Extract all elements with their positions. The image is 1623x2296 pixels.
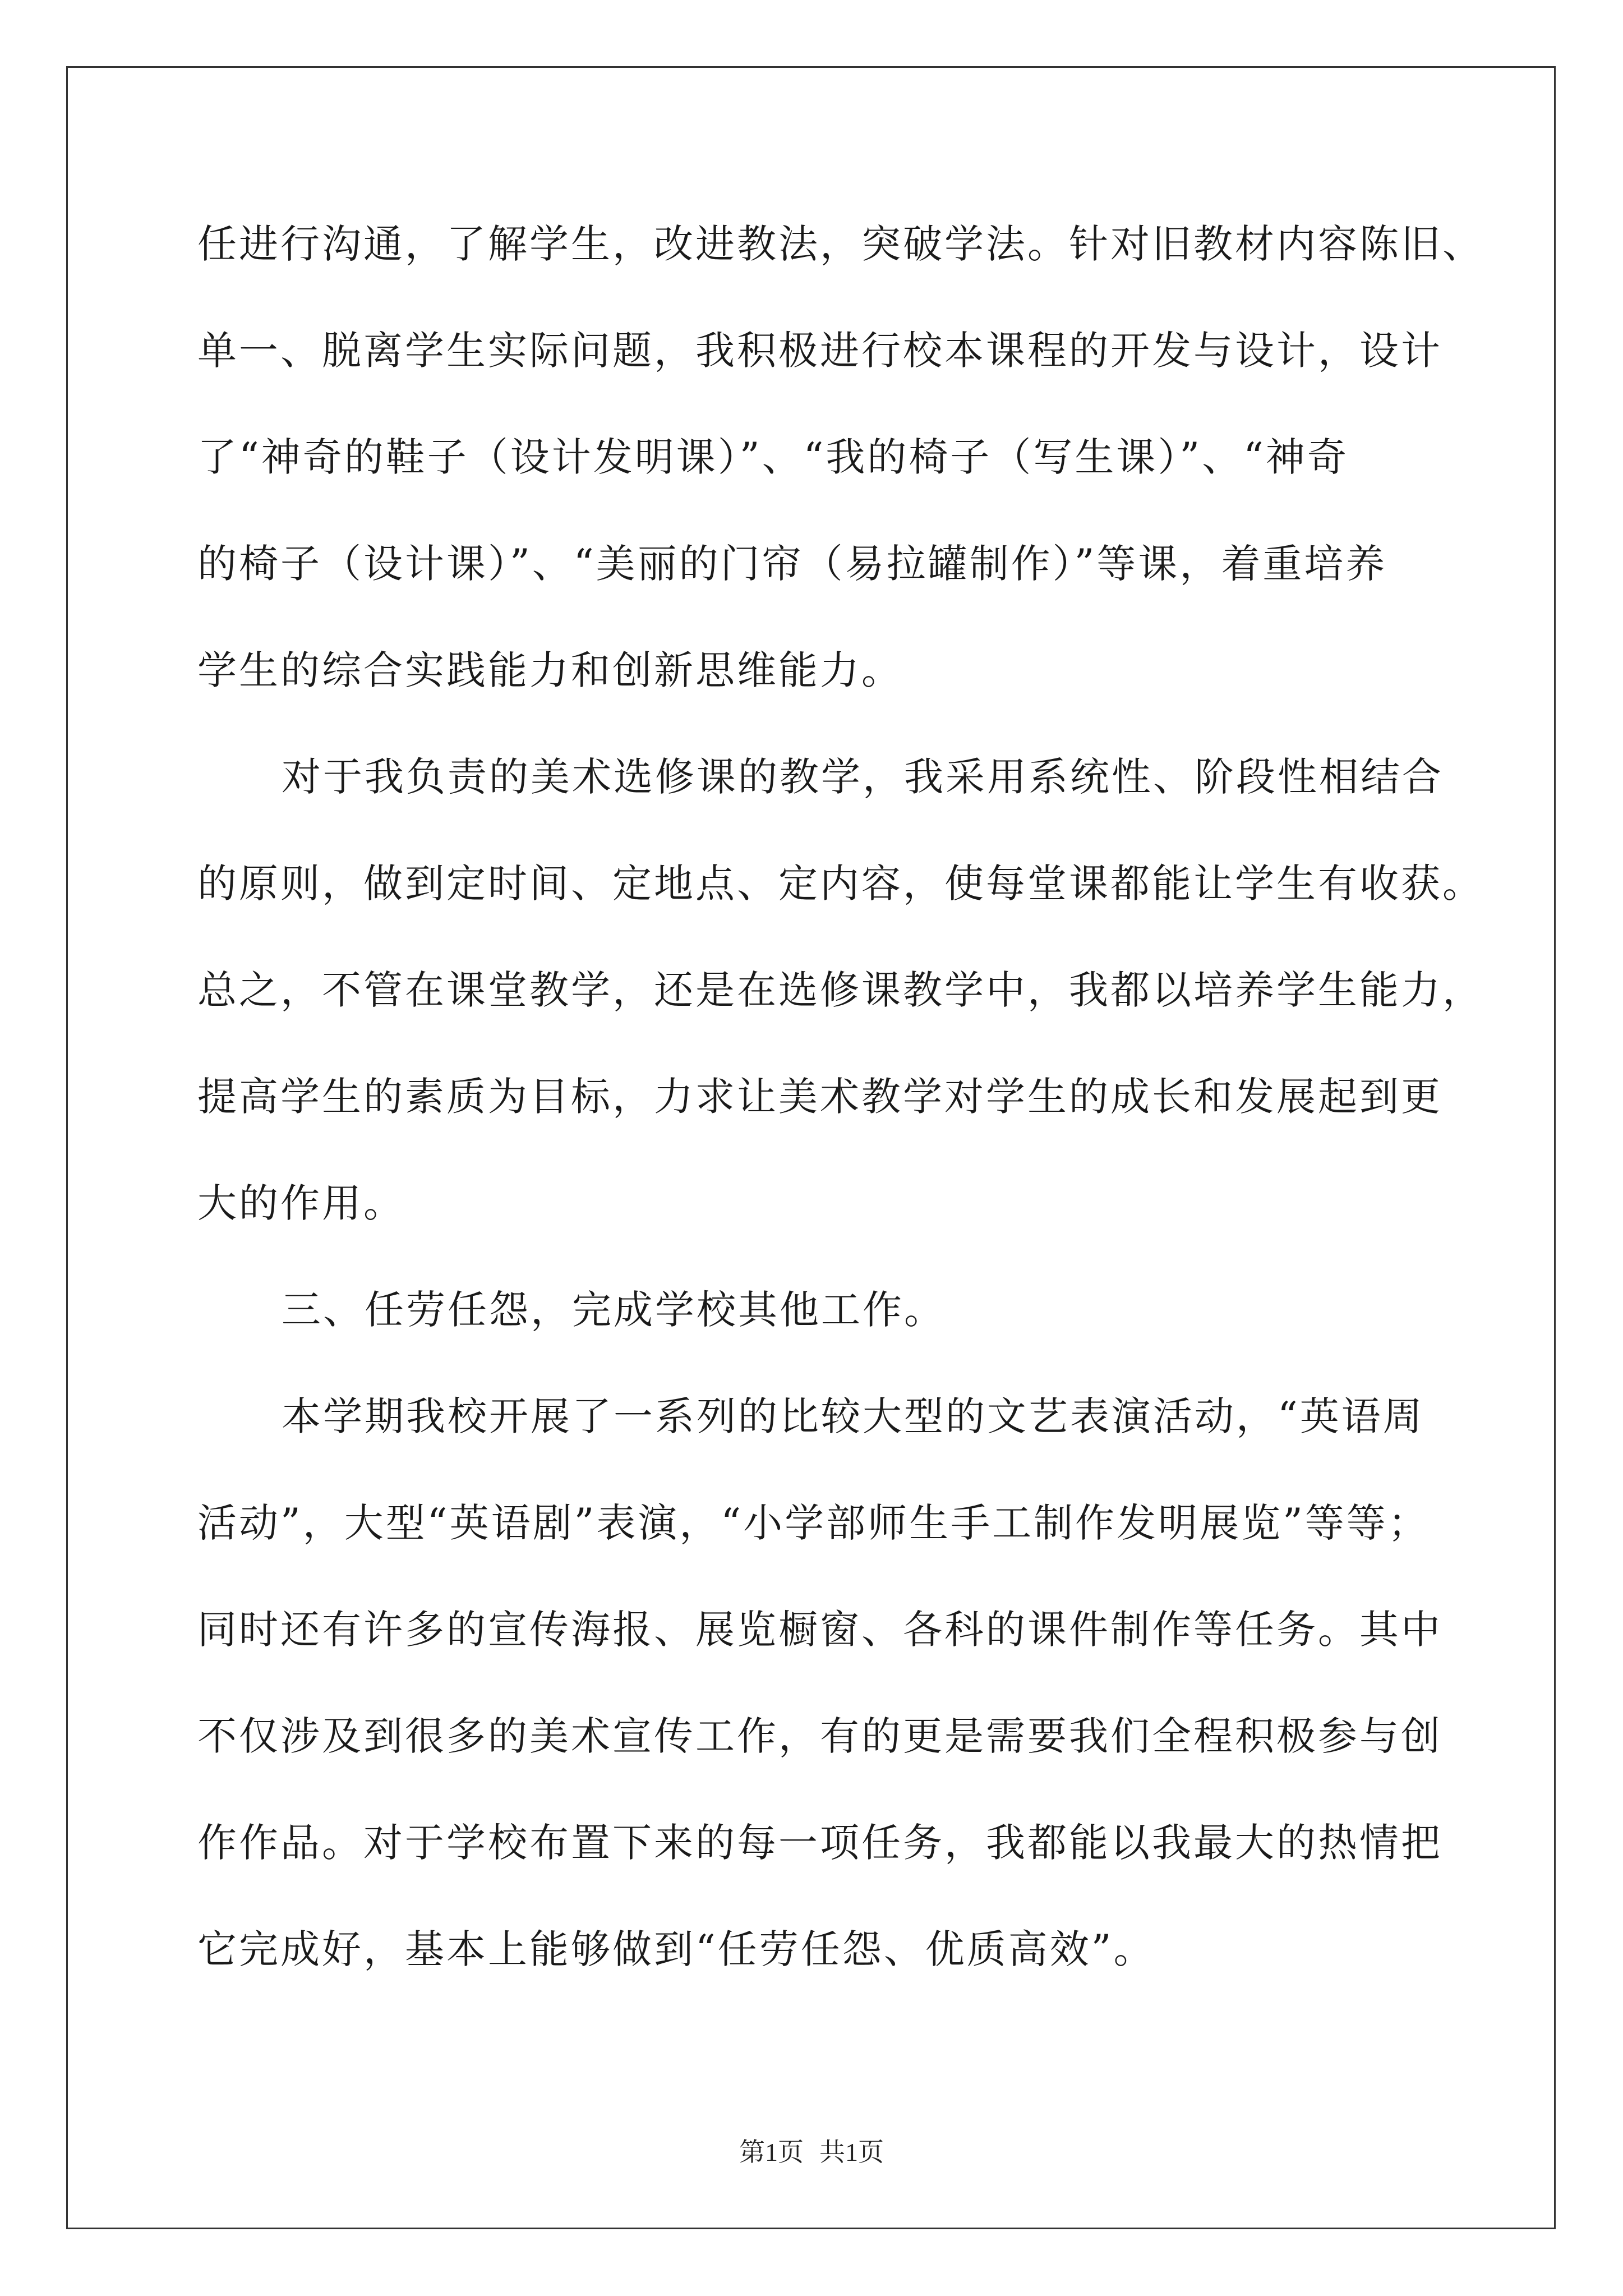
text-line: 它完成好，基本上能够做到“任劳任怨、优质高效”。	[197, 1926, 1155, 1972]
text-line: 大的作用。	[197, 1180, 405, 1226]
text-line: 了“神奇的鞋子（设计发明课）”、“我的椅子（写生课）”、“神奇	[197, 434, 1349, 480]
text-line: 活动”，大型“英语剧”表演，“小学部师生手工制作发明展览”等等；	[197, 1500, 1430, 1546]
page-footer	[0, 2132, 1623, 2169]
text-line: 的原则，做到定时间、定地点、定内容，使每堂课都能让学生有收获。	[197, 861, 1484, 907]
paragraph-first-line: 本学期我校开展了一系列的比较大型的文艺表演活动，“英语周	[282, 1393, 1424, 1439]
page-number-current: 第1页	[739, 2138, 804, 2166]
text-line: 任进行沟通，了解学生，改进教法，突破学法。针对旧教材内容陈旧、	[197, 221, 1484, 267]
paragraph-first-line: 对于我负责的美术选修课的教学，我采用系统性、阶段性相结合	[282, 754, 1444, 800]
text-line: 不仅涉及到很多的美术宣传工作，有的更是需要我们全程积极参与创	[197, 1713, 1442, 1759]
text-line: 的椅子（设计课）”、“美丽的门帘（易拉罐制作）”等课，着重培养	[197, 541, 1387, 587]
page-number-total: 共1页	[819, 2138, 884, 2166]
text-line: 总之，不管在课堂教学，还是在选修课教学中，我都以培养学生能力，	[197, 967, 1484, 1013]
text-line: 同时还有许多的宣传海报、展览橱窗、各科的课件制作等任务。其中	[197, 1607, 1442, 1653]
text-line: 作作品。对于学校布置下来的每一项任务，我都能以我最大的热情把	[197, 1820, 1442, 1866]
text-line: 学生的综合实践能力和创新思维能力。	[197, 647, 903, 693]
text-line: 提高学生的素质为目标，力求让美术教学对学生的成长和发展起到更	[197, 1074, 1442, 1120]
section-heading: 三、任劳任怨，完成学校其他工作。	[282, 1287, 946, 1333]
text-line: 单一、脱离学生实际问题，我积极进行校本课程的开发与设计，设计	[197, 328, 1442, 374]
